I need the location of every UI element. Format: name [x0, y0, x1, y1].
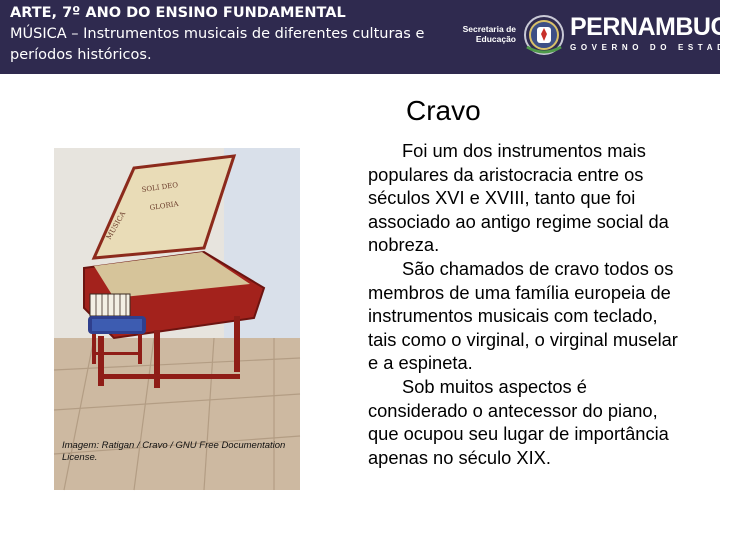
- paragraph-aristocracia: Foi um dos instrumentos mais populares da aristocracia entre os séculos XVI e XVIII, tanto que foi associado ao antigo regime social da nobreza.: [368, 140, 669, 256]
- secretaria-line1: Secretaria de: [462, 24, 516, 34]
- government-label: GOVERNO DO ESTADO: [570, 43, 739, 52]
- secretaria-line2: Educação: [475, 34, 516, 44]
- coat-of-arms-icon: [523, 13, 565, 57]
- harpsichord-icon: [54, 148, 300, 490]
- svg-text:SOLI DEO: SOLI DEO: [141, 180, 179, 194]
- paragraph-antecessor: Sob muitos aspectos é considerado o antecessor do piano, que ocupou seu lugar de importância apenas no século XIX.: [368, 375, 669, 468]
- svg-text:MUSICA: MUSICA: [104, 210, 128, 241]
- grade-label: ARTE, 7º ANO DO ENSINO FUNDAMENTAL: [10, 5, 346, 21]
- slide-title: Cravo: [406, 95, 481, 126]
- brand-logo: [570, 13, 747, 54]
- harpsichord-photo: [54, 148, 300, 490]
- header-bar: [0, 0, 747, 74]
- state-name: PERNAMBUCO: [570, 13, 747, 41]
- svg-text:GLORIA: GLORIA: [149, 200, 180, 212]
- paragraph-familia: São chamados de cravo todos os membros de uma família europeia de instrumentos musicais com teclado, tais como o virginal, o virginal muselar e a espineta.: [368, 257, 678, 374]
- body-text: [368, 139, 688, 469]
- subject-label: MÚSICA – Instrumentos musicais de diferentes culturas e períodos históricos.: [10, 26, 425, 63]
- secretaria-label: [454, 24, 516, 44]
- image-caption: Imagem: Ratigan / Cravo / GNU Free Documentation License.: [62, 440, 286, 463]
- header-text: [10, 3, 450, 66]
